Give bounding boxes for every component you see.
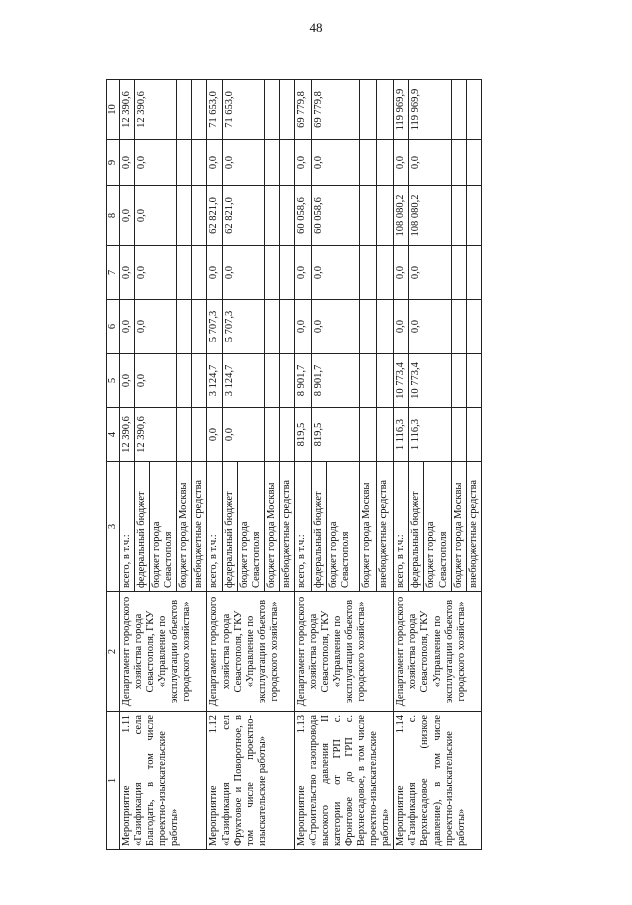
- value-cell: 0,0: [394, 246, 409, 300]
- column-header: 9: [107, 140, 120, 186]
- value-cell: 0,0: [207, 140, 222, 186]
- value-cell: 0,0: [294, 246, 311, 300]
- page-number: 48: [309, 20, 323, 35]
- value-cell: 0,0: [135, 186, 177, 246]
- value-cell: 12 390,6: [120, 80, 135, 140]
- column-header: 6: [107, 300, 120, 354]
- value-cell: 0,0: [409, 300, 451, 354]
- value-cell: 119 969,9: [394, 80, 409, 140]
- column-header: 7: [107, 246, 120, 300]
- source-cell: [222, 462, 264, 592]
- value-cell: 12 390,6: [135, 408, 177, 462]
- value-cell: 0,0: [120, 186, 135, 246]
- value-cell: 819,5: [294, 408, 311, 462]
- value-cell: 3 124,7: [207, 354, 222, 408]
- source-label: федеральный бюджет: [135, 462, 150, 591]
- source-cell: бюджет города Москвы: [359, 462, 376, 592]
- value-cell: 10 773,4: [409, 354, 451, 408]
- value-cell: 0,0: [222, 246, 264, 300]
- header-row: [107, 80, 120, 850]
- value-cell: 12 390,6: [135, 80, 177, 140]
- value-cell: 0,0: [120, 140, 135, 186]
- value-cell: 1 116,3: [409, 408, 451, 462]
- value-cell: 0,0: [409, 140, 451, 186]
- column-header: 3: [107, 462, 120, 592]
- source-cell: всего, в т.ч.:: [294, 462, 311, 592]
- source-label: бюджет города Севастополя: [151, 521, 175, 588]
- value-cell: 0,0: [294, 300, 311, 354]
- value-cell: 0,0: [311, 300, 359, 354]
- value-cell: 0,0: [135, 354, 177, 408]
- value-cell: 0,0: [394, 300, 409, 354]
- measure-cell: Мероприятие 1.12 «Газификация сел Фруктовое и Поворотное, в том числе проектно-изыскательские работы»: [207, 712, 294, 850]
- source-cell: бюджет города Москвы: [451, 462, 466, 592]
- source-cell: внебюджетные средства: [466, 462, 481, 592]
- value-cell: 0,0: [135, 246, 177, 300]
- source-label: федеральный бюджет: [312, 462, 327, 591]
- value-cell: 69 779,8: [294, 80, 311, 140]
- source-cell: бюджет города Москвы: [177, 462, 192, 592]
- source-cell: всего, в т.ч.:: [394, 462, 409, 592]
- table-row: [294, 80, 311, 850]
- value-cell: 0,0: [294, 140, 311, 186]
- source-label: федеральный бюджет: [223, 462, 238, 591]
- value-cell: 0,0: [120, 246, 135, 300]
- value-cell: 0,0: [222, 140, 264, 186]
- table-row: [394, 80, 409, 850]
- source-cell: всего, в т.ч.:: [207, 462, 222, 592]
- value-cell: 8 901,7: [294, 354, 311, 408]
- column-header: 10: [107, 80, 120, 140]
- table-row: [120, 80, 135, 850]
- executor-cell: Департамент городского хозяйства города Севастополя, ГКУ «Управление по эксплуатации объектов городского хозяйства»: [207, 592, 294, 712]
- value-cell: 8 901,7: [311, 354, 359, 408]
- value-cell: 71 653,0: [207, 80, 222, 140]
- value-cell: 0,0: [207, 408, 222, 462]
- value-cell: 119 969,9: [409, 80, 451, 140]
- value-cell: 0,0: [409, 246, 451, 300]
- value-cell: 12 390,6: [120, 408, 135, 462]
- value-cell: 5 707,3: [222, 300, 264, 354]
- source-cell: [409, 462, 451, 592]
- value-cell: 0,0: [120, 300, 135, 354]
- value-cell: 0,0: [207, 246, 222, 300]
- source-cell: внебюджетные средства: [377, 462, 394, 592]
- value-cell: 0,0: [222, 408, 264, 462]
- value-cell: 0,0: [311, 246, 359, 300]
- executor-cell: Департамент городского хозяйства города Севастополя, ГКУ «Управление по эксплуатации объектов городского хозяйства»: [120, 592, 207, 712]
- value-cell: 60 058,6: [311, 186, 359, 246]
- column-header: 8: [107, 186, 120, 246]
- source-label: бюджет города Севастополя: [425, 521, 449, 588]
- rotated-table-container: [106, 80, 615, 850]
- source-cell: [311, 462, 359, 592]
- executor-cell: Департамент городского хозяйства города Севастополя, ГКУ «Управление по эксплуатации объектов городского хозяйства»: [294, 592, 394, 712]
- value-cell: 108 080,2: [394, 186, 409, 246]
- measure-cell: Мероприятие 1.13 «Строительство газопровода высокого давления II категории от ГРП с. Фронтовое до ГРП с. Верхнесадовое, в том числе проектно-изыскательские работы»: [294, 712, 394, 850]
- source-label: бюджет города Севастополя: [328, 521, 352, 588]
- source-label: бюджет города Севастополя: [238, 521, 262, 588]
- value-cell: 62 821,0: [207, 186, 222, 246]
- measure-cell: Мероприятие 1.14 «Газификация с. Верхнесадовое (низкое давление), в том числе проектно-изыскательские работы»: [394, 712, 481, 850]
- source-cell: внебюджетные средства: [192, 462, 207, 592]
- value-cell: 3 124,7: [222, 354, 264, 408]
- value-cell: 10 773,4: [394, 354, 409, 408]
- column-header: 2: [107, 592, 120, 712]
- source-cell: внебюджетные средства: [279, 462, 294, 592]
- value-cell: 60 058,6: [294, 186, 311, 246]
- value-cell: 0,0: [120, 354, 135, 408]
- value-cell: 62 821,0: [222, 186, 264, 246]
- source-label: федеральный бюджет: [409, 462, 424, 591]
- executor-cell: Департамент городского хозяйства города Севастополя, ГКУ «Управление по эксплуатации объектов городского хозяйства»: [394, 592, 481, 712]
- table-row: [207, 80, 222, 850]
- value-cell: 69 779,8: [311, 80, 359, 140]
- value-cell: 0,0: [135, 140, 177, 186]
- value-cell: 0,0: [135, 300, 177, 354]
- value-cell: 71 653,0: [222, 80, 264, 140]
- measure-cell: Мероприятие 1.11 «Газификация села Благодать, в том числе проектно-изыскательские работы»: [120, 712, 207, 850]
- column-header: 1: [107, 712, 120, 850]
- value-cell: 5 707,3: [207, 300, 222, 354]
- column-header: 4: [107, 408, 120, 462]
- source-cell: [135, 462, 177, 592]
- value-cell: 108 080,2: [409, 186, 451, 246]
- value-cell: 1 116,3: [394, 408, 409, 462]
- value-cell: 819,5: [311, 408, 359, 462]
- budget-table: [106, 79, 482, 850]
- column-header: 5: [107, 354, 120, 408]
- value-cell: 0,0: [394, 140, 409, 186]
- value-cell: 0,0: [311, 140, 359, 186]
- source-cell: всего, в т.ч.:: [120, 462, 135, 592]
- source-cell: бюджет города Москвы: [264, 462, 279, 592]
